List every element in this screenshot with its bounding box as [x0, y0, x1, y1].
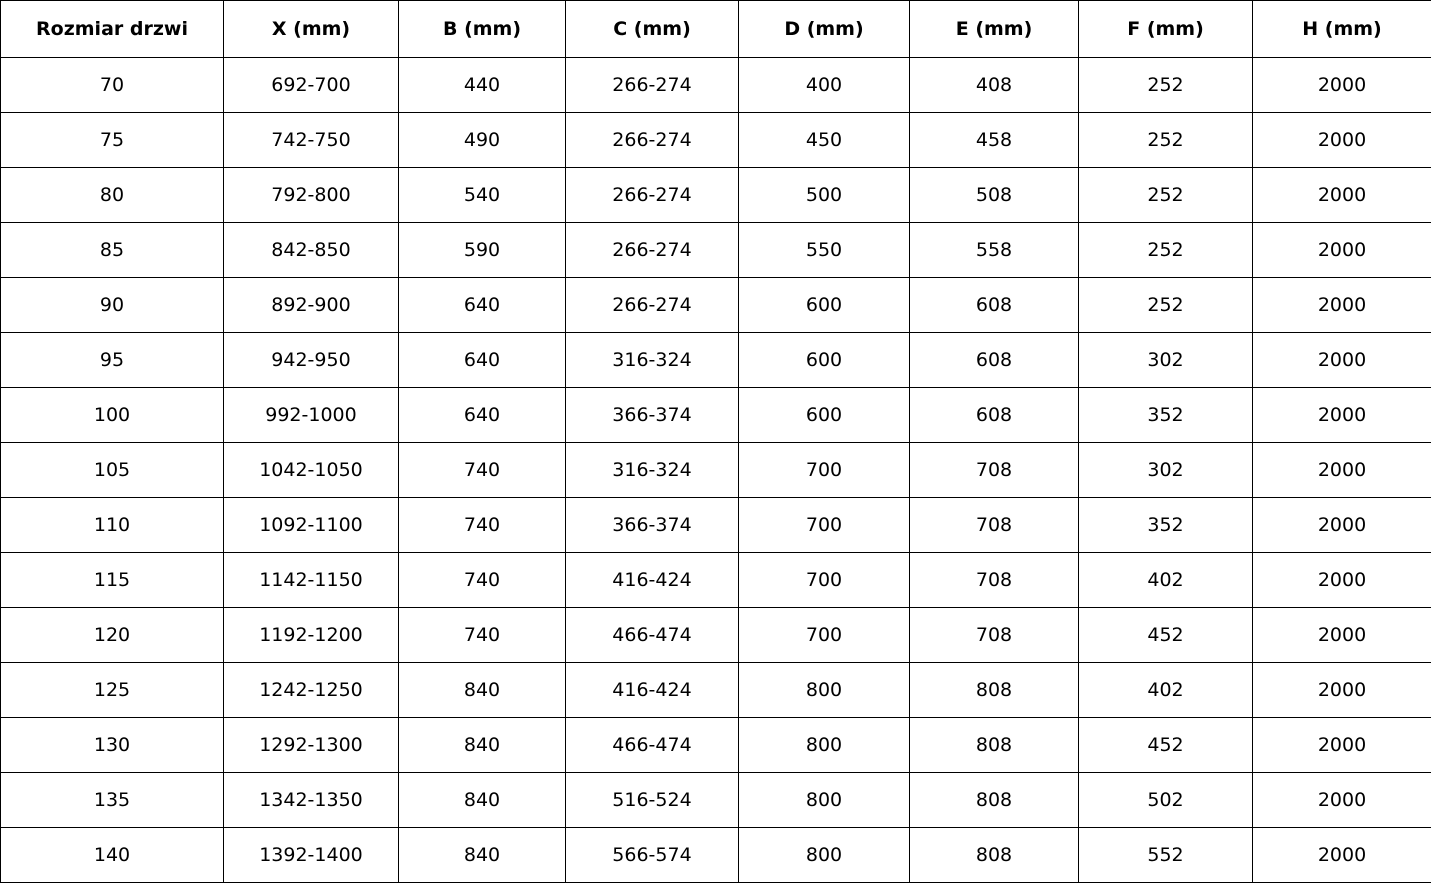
- table-cell: 600: [739, 388, 910, 443]
- cell-door-size: 115: [1, 553, 224, 608]
- table-cell: 1042-1050: [224, 443, 399, 498]
- table-cell: 608: [910, 333, 1079, 388]
- column-header: F (mm): [1079, 1, 1253, 58]
- table-cell: 2000: [1253, 553, 1431, 608]
- table-cell: 366-374: [566, 498, 739, 553]
- table-cell: 458: [910, 113, 1079, 168]
- table-row: [1, 718, 1431, 773]
- column-header: Rozmiar drzwi: [1, 1, 224, 58]
- table-cell: 708: [910, 608, 1079, 663]
- table-cell: 540: [399, 168, 566, 223]
- table-cell: 252: [1079, 113, 1253, 168]
- table-cell: 590: [399, 223, 566, 278]
- cell-door-size: 80: [1, 168, 224, 223]
- table-cell: 266-274: [566, 223, 739, 278]
- table-cell: 252: [1079, 168, 1253, 223]
- cell-door-size: 135: [1, 773, 224, 828]
- table-cell: 808: [910, 773, 1079, 828]
- table-cell: 266-274: [566, 113, 739, 168]
- table-cell: 252: [1079, 278, 1253, 333]
- table-cell: 2000: [1253, 278, 1431, 333]
- table-cell: 452: [1079, 608, 1253, 663]
- table-cell: 552: [1079, 828, 1253, 883]
- table-cell: 840: [399, 828, 566, 883]
- table-cell: 708: [910, 498, 1079, 553]
- cell-door-size: 105: [1, 443, 224, 498]
- table-cell: 2000: [1253, 608, 1431, 663]
- table-row: [1, 388, 1431, 443]
- table-row: [1, 113, 1431, 168]
- table-cell: 450: [739, 113, 910, 168]
- table-cell: 800: [739, 718, 910, 773]
- table-cell: 352: [1079, 498, 1253, 553]
- cell-door-size: 90: [1, 278, 224, 333]
- table-cell: 440: [399, 58, 566, 113]
- table-cell: 1392-1400: [224, 828, 399, 883]
- table-cell: 2000: [1253, 333, 1431, 388]
- cell-door-size: 120: [1, 608, 224, 663]
- table-cell: 500: [739, 168, 910, 223]
- table-cell: 2000: [1253, 828, 1431, 883]
- table-cell: 708: [910, 553, 1079, 608]
- table-row: [1, 498, 1431, 553]
- table-cell: 892-900: [224, 278, 399, 333]
- table-cell: 502: [1079, 773, 1253, 828]
- table-cell: 700: [739, 498, 910, 553]
- table-cell: 252: [1079, 58, 1253, 113]
- table-cell: 808: [910, 718, 1079, 773]
- table-cell: 608: [910, 388, 1079, 443]
- table-cell: 416-424: [566, 553, 739, 608]
- table-cell: 740: [399, 498, 566, 553]
- table-cell: 740: [399, 443, 566, 498]
- table-cell: 490: [399, 113, 566, 168]
- table-row: [1, 278, 1431, 333]
- table-cell: 2000: [1253, 58, 1431, 113]
- table-cell: 700: [739, 443, 910, 498]
- column-header: B (mm): [399, 1, 566, 58]
- table-cell: 740: [399, 608, 566, 663]
- table-cell: 840: [399, 718, 566, 773]
- cell-door-size: 70: [1, 58, 224, 113]
- table-cell: 402: [1079, 663, 1253, 718]
- table-cell: 840: [399, 773, 566, 828]
- table-cell: 516-524: [566, 773, 739, 828]
- table-cell: 640: [399, 278, 566, 333]
- table-cell: 842-850: [224, 223, 399, 278]
- table-row: [1, 773, 1431, 828]
- table-cell: 708: [910, 443, 1079, 498]
- table-cell: 466-474: [566, 718, 739, 773]
- table-cell: 792-800: [224, 168, 399, 223]
- table-cell: 600: [739, 333, 910, 388]
- table-cell: 558: [910, 223, 1079, 278]
- table-cell: 840: [399, 663, 566, 718]
- table-cell: 808: [910, 663, 1079, 718]
- table-cell: 1292-1300: [224, 718, 399, 773]
- table-row: [1, 828, 1431, 883]
- table-cell: 2000: [1253, 773, 1431, 828]
- cell-door-size: 100: [1, 388, 224, 443]
- table-cell: 466-474: [566, 608, 739, 663]
- table-cell: 1242-1250: [224, 663, 399, 718]
- table-cell: 640: [399, 333, 566, 388]
- table-cell: 316-324: [566, 333, 739, 388]
- table-cell: 550: [739, 223, 910, 278]
- cell-door-size: 95: [1, 333, 224, 388]
- column-header: H (mm): [1253, 1, 1431, 58]
- table-row: [1, 168, 1431, 223]
- table-cell: 2000: [1253, 168, 1431, 223]
- table-cell: 800: [739, 828, 910, 883]
- table-cell: 2000: [1253, 223, 1431, 278]
- table-row: [1, 223, 1431, 278]
- table-cell: 2000: [1253, 443, 1431, 498]
- table-cell: 2000: [1253, 113, 1431, 168]
- cell-door-size: 130: [1, 718, 224, 773]
- table-cell: 700: [739, 608, 910, 663]
- table-cell: 266-274: [566, 168, 739, 223]
- table-cell: 366-374: [566, 388, 739, 443]
- table-cell: 508: [910, 168, 1079, 223]
- table-cell: 1092-1100: [224, 498, 399, 553]
- table-header-row: [1, 1, 1431, 58]
- table-cell: 1342-1350: [224, 773, 399, 828]
- table-row: [1, 663, 1431, 718]
- table-cell: 400: [739, 58, 910, 113]
- table-row: [1, 553, 1431, 608]
- table-cell: 2000: [1253, 663, 1431, 718]
- table-cell: 808: [910, 828, 1079, 883]
- table-cell: 800: [739, 773, 910, 828]
- table-cell: 416-424: [566, 663, 739, 718]
- table-cell: 992-1000: [224, 388, 399, 443]
- table-row: [1, 443, 1431, 498]
- table-cell: 566-574: [566, 828, 739, 883]
- table-cell: 740: [399, 553, 566, 608]
- table-cell: 302: [1079, 443, 1253, 498]
- cell-door-size: 85: [1, 223, 224, 278]
- table-cell: 408: [910, 58, 1079, 113]
- table-cell: 2000: [1253, 718, 1431, 773]
- table-cell: 942-950: [224, 333, 399, 388]
- table-cell: 640: [399, 388, 566, 443]
- table-cell: 2000: [1253, 388, 1431, 443]
- table-row: [1, 58, 1431, 113]
- table-body: [1, 58, 1431, 883]
- table-cell: 1142-1150: [224, 553, 399, 608]
- table-row: [1, 333, 1431, 388]
- table-cell: 692-700: [224, 58, 399, 113]
- table-cell: 352: [1079, 388, 1253, 443]
- table-cell: 302: [1079, 333, 1253, 388]
- cell-door-size: 125: [1, 663, 224, 718]
- cell-door-size: 75: [1, 113, 224, 168]
- column-header: X (mm): [224, 1, 399, 58]
- column-header: C (mm): [566, 1, 739, 58]
- table-cell: 402: [1079, 553, 1253, 608]
- table-cell: 316-324: [566, 443, 739, 498]
- table-cell: 608: [910, 278, 1079, 333]
- cell-door-size: 140: [1, 828, 224, 883]
- table-header: [1, 1, 1431, 58]
- table-cell: 2000: [1253, 498, 1431, 553]
- table-cell: 700: [739, 553, 910, 608]
- column-header: E (mm): [910, 1, 1079, 58]
- column-header: D (mm): [739, 1, 910, 58]
- table-row: [1, 608, 1431, 663]
- table-cell: 266-274: [566, 58, 739, 113]
- table-cell: 266-274: [566, 278, 739, 333]
- table-cell: 742-750: [224, 113, 399, 168]
- table-cell: 452: [1079, 718, 1253, 773]
- table-cell: 252: [1079, 223, 1253, 278]
- table-cell: 1192-1200: [224, 608, 399, 663]
- cell-door-size: 110: [1, 498, 224, 553]
- table-cell: 600: [739, 278, 910, 333]
- table-cell: 800: [739, 663, 910, 718]
